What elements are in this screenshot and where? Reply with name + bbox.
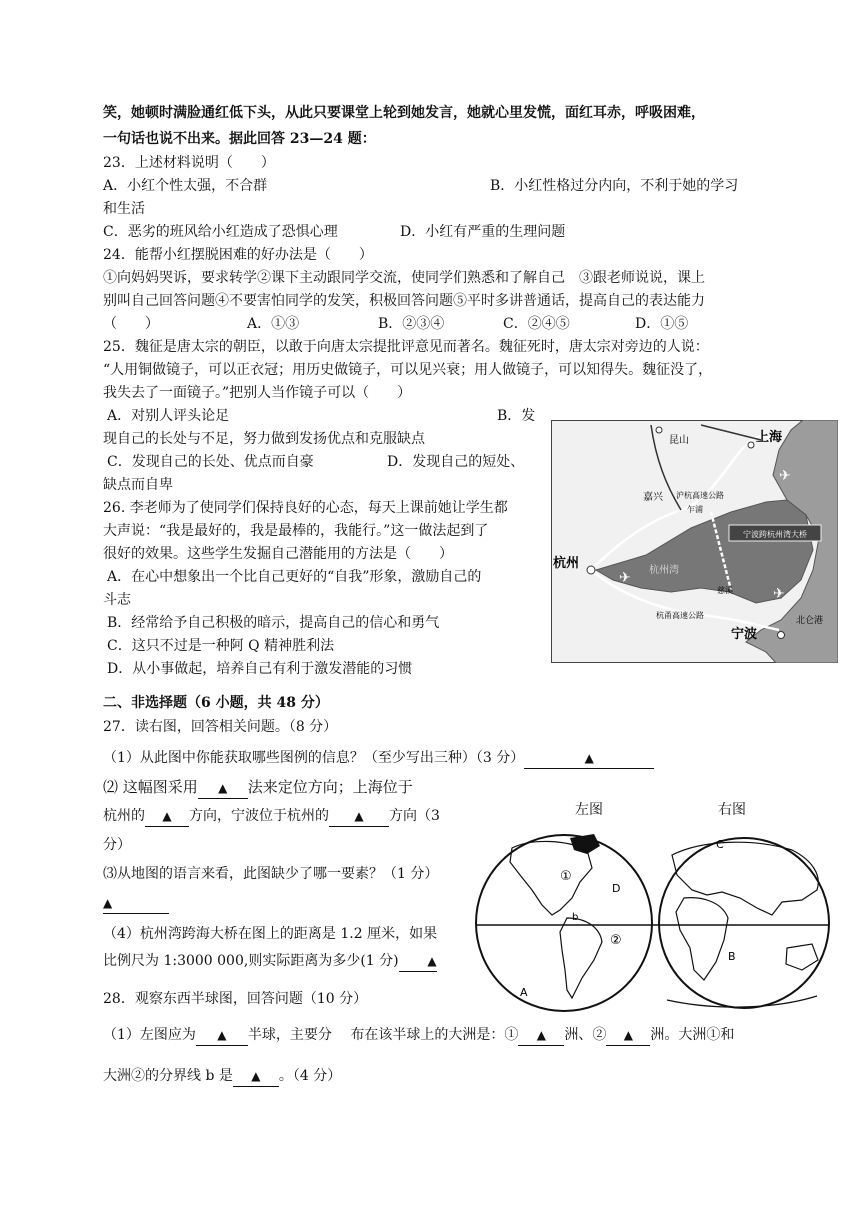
q23-option-c: C．恶劣的班风给小红造成了恐惧心理 bbox=[103, 224, 338, 240]
q27-part-2-text-e: 方向（3 bbox=[389, 808, 440, 824]
q25-line-1: 25．魏征是唐太宗的朝臣，以敢于向唐太宗提批评意见而著名。魏征死时，唐太宗对旁边的人说： bbox=[103, 339, 709, 355]
q27-part-4-line-2 bbox=[103, 951, 437, 972]
hemispheres-map bbox=[472, 820, 832, 1015]
q24-paren: （ ） bbox=[103, 316, 159, 332]
q25-option-d: D．发现自己的短处、 bbox=[387, 454, 525, 470]
q26-option-a-cont: 斗志 bbox=[103, 592, 131, 608]
airplane-icon: ✈ bbox=[773, 586, 785, 602]
q28-text-c: 洲、② bbox=[564, 1027, 607, 1043]
q28-answer-blank-2[interactable]: ▲ bbox=[518, 1025, 564, 1046]
q24-stem: 24．能帮小红摆脱困难的好办法是（ ） bbox=[103, 247, 373, 263]
q27-part-3-answer bbox=[103, 893, 169, 914]
city-dot bbox=[656, 427, 662, 433]
q26-option-d: D．从小事做起，培养自己有利于激发潜能的习惯 bbox=[107, 661, 413, 677]
q27-part-2-text-a: ⑵ 这幅图采用 bbox=[103, 778, 198, 796]
section-2-title: 二、非选择题（6 小题，共 48 分） bbox=[103, 695, 329, 711]
city-cixi: 慈溪 bbox=[717, 586, 733, 595]
q27-part-2 bbox=[103, 777, 413, 799]
bay-label: 杭州湾 bbox=[649, 565, 679, 576]
city-jiaxing: 嘉兴 bbox=[643, 492, 663, 503]
city-shanghai: 上海 bbox=[756, 430, 783, 445]
q24-line-2: 别叫自己回答问题④不要害怕同学的发笑，积极回答问题⑤平时多讲普通话，提高自己的表达能力 bbox=[103, 293, 705, 309]
q23-stem: 23．上述材料说明（ ） bbox=[103, 155, 275, 171]
city-beilun: 北仑港 bbox=[796, 616, 824, 626]
q27-part-4-line-1: （4）杭州湾跨海大桥在图上的距离是 1.2 厘米，如果 bbox=[103, 926, 438, 942]
q27-part-2-line-3: 分） bbox=[103, 837, 131, 853]
right-hemisphere-title: 右图 bbox=[718, 802, 746, 818]
q28-line-2 bbox=[103, 1066, 341, 1087]
city-kunshan: 昆山 bbox=[669, 435, 689, 446]
q24-line-1: ①向妈妈哭诉，要求转学②课下主动跟同学交流，使同学们熟悉和了解自己 ③跟老师说说，课上 bbox=[103, 270, 705, 286]
q27-answer-blank-4[interactable]: ▲ bbox=[329, 806, 389, 827]
q26-line-1: 26. 李老师为了使同学们保持良好的心态，每天上课前她让学生都 bbox=[103, 500, 508, 516]
city-dot bbox=[587, 566, 595, 574]
q23-option-d: D．小红有严重的生理问题 bbox=[400, 224, 566, 240]
city-hangzhou: 杭州 bbox=[553, 556, 580, 571]
q27-part-3: ⑶从地图的语言来看，此图缺少了哪一要素？（1 分） bbox=[103, 866, 439, 882]
q25-option-b: B．发 bbox=[497, 408, 536, 424]
q28-text-a: （1）左图应为 bbox=[103, 1027, 196, 1043]
q27-part-2-text-b: 法来定位方向；上海位于 bbox=[247, 778, 413, 796]
q27-part-1-text: （1）从此图中你能获取哪些图例的信息？（至少写出三种）（3 分） bbox=[103, 750, 525, 766]
q28-text-e: 大洲②的分界线 b 是 bbox=[103, 1068, 233, 1084]
q28-answer-blank-4[interactable]: ▲ bbox=[233, 1066, 279, 1087]
q27-answer-blank-5[interactable]: ▲ bbox=[103, 893, 169, 914]
intro-line-1: 笑，她顿时满脸通红低下头，从此只要课堂上轮到她发言，她就心里发慌，面红耳赤，呼吸困难， bbox=[103, 105, 705, 121]
airplane-icon: ✈ bbox=[779, 468, 791, 484]
q27-part-1 bbox=[103, 748, 654, 769]
city-dot bbox=[748, 442, 754, 448]
hangzhou-bay-map bbox=[551, 420, 838, 663]
q27-answer-blank-2[interactable]: ▲ bbox=[198, 777, 248, 799]
q28-line-1 bbox=[103, 1025, 734, 1046]
q26-option-c: C．这只不过是一种阿 Q 精神胜利法 bbox=[107, 638, 335, 654]
q23-option-a: A．小红个性太强，不合群 bbox=[103, 178, 268, 194]
q28-text-f: 。（4 分） bbox=[278, 1068, 342, 1084]
q28-text-b: 半球，主要分 布在该半球上的大洲是：① bbox=[247, 1027, 519, 1043]
road-label-hangyong: 杭甬高速公路 bbox=[656, 611, 704, 620]
q26-line-2: 大声说：“我是最好的，我是最棒的，我能行。”这一做法起到了 bbox=[103, 523, 489, 539]
q26-option-b: B．经常给予自己积极的暗示，提高自己的信心和勇气 bbox=[107, 615, 440, 631]
q28-answer-blank-1[interactable]: ▲ bbox=[196, 1025, 248, 1046]
intro-line-2: 一句话也说不出来。据此回答 23—24 题： bbox=[103, 131, 376, 147]
road-label-huhang: 沪杭高速公路 bbox=[676, 491, 724, 500]
label-c: C bbox=[716, 838, 724, 851]
label-a: A bbox=[520, 986, 528, 999]
label-1: ① bbox=[560, 869, 572, 884]
q28-stem: 28．观察东西半球图，回答问题（10 分） bbox=[103, 991, 368, 1007]
q27-part-2-text-d: 方向，宁波位于杭州的 bbox=[189, 808, 329, 824]
q23-option-b-cont: 和生活 bbox=[103, 201, 145, 217]
bridge-label: 宁波跨杭州湾大桥 bbox=[743, 530, 807, 539]
q24-option-a: A．①③ bbox=[247, 316, 300, 332]
right-hemisphere bbox=[659, 838, 829, 1008]
q26-line-3: 很好的效果。这些学生发掘自己潜能用的方法是（ ） bbox=[103, 546, 453, 562]
q24-option-d: D．①⑤ bbox=[635, 316, 689, 332]
label-b-ocean: B bbox=[728, 950, 736, 963]
label-b: b bbox=[572, 912, 579, 923]
q24-option-b: B．②③④ bbox=[378, 316, 445, 332]
q27-answer-blank-6[interactable]: ▲ bbox=[399, 951, 437, 972]
q28-answer-blank-3[interactable]: ▲ bbox=[606, 1025, 650, 1046]
airplane-icon: ✈ bbox=[619, 570, 631, 586]
city-dot bbox=[778, 632, 785, 639]
q23-option-b: B．小红性格过分内向，不利于她的学习 bbox=[490, 178, 739, 194]
q27-part-2-line-2 bbox=[103, 806, 440, 827]
q25-option-b-cont: 现自己的长处与不足，努力做到发扬优点和克服缺点 bbox=[103, 431, 425, 447]
q26-option-a: A．在心中想象出一个比自己更好的“自我”形象，激励自己的 bbox=[107, 569, 482, 585]
label-d: D bbox=[612, 882, 621, 895]
q27-answer-blank-3[interactable]: ▲ bbox=[145, 806, 189, 827]
q25-option-a: A．对别人评头论足 bbox=[107, 408, 230, 424]
q27-part-2-text-c: 杭州的 bbox=[103, 808, 145, 824]
city-ningbo: 宁波 bbox=[731, 627, 758, 642]
q25-option-d-cont: 缺点而自卑 bbox=[103, 477, 173, 493]
q28-text-d: 洲。大洲①和 bbox=[650, 1027, 735, 1043]
q27-answer-blank-1[interactable]: ▲ bbox=[524, 748, 654, 769]
q25-option-c: C．发现自己的长处、优点而自豪 bbox=[107, 454, 314, 470]
q25-line-2: “人用铜做镜子，可以正衣冠；用历史做镜子，可以见兴衰；用人做镜子，可以知得失。魏征没了， bbox=[103, 362, 713, 378]
city-zhapu: 乍浦 bbox=[687, 505, 703, 514]
left-hemisphere-title: 左图 bbox=[575, 802, 603, 818]
q25-line-3: 我失去了一面镜子。”把别人当作镜子可以（ ） bbox=[103, 385, 412, 401]
label-2: ② bbox=[610, 933, 622, 948]
q24-option-c: C．②④⑤ bbox=[503, 316, 570, 332]
q27-part-4-text: 比例尺为 1:3000 000,则实际距离为多少(1 分) bbox=[103, 953, 399, 969]
q27-stem: 27．读右图，回答相关问题。（8 分） bbox=[103, 719, 338, 735]
